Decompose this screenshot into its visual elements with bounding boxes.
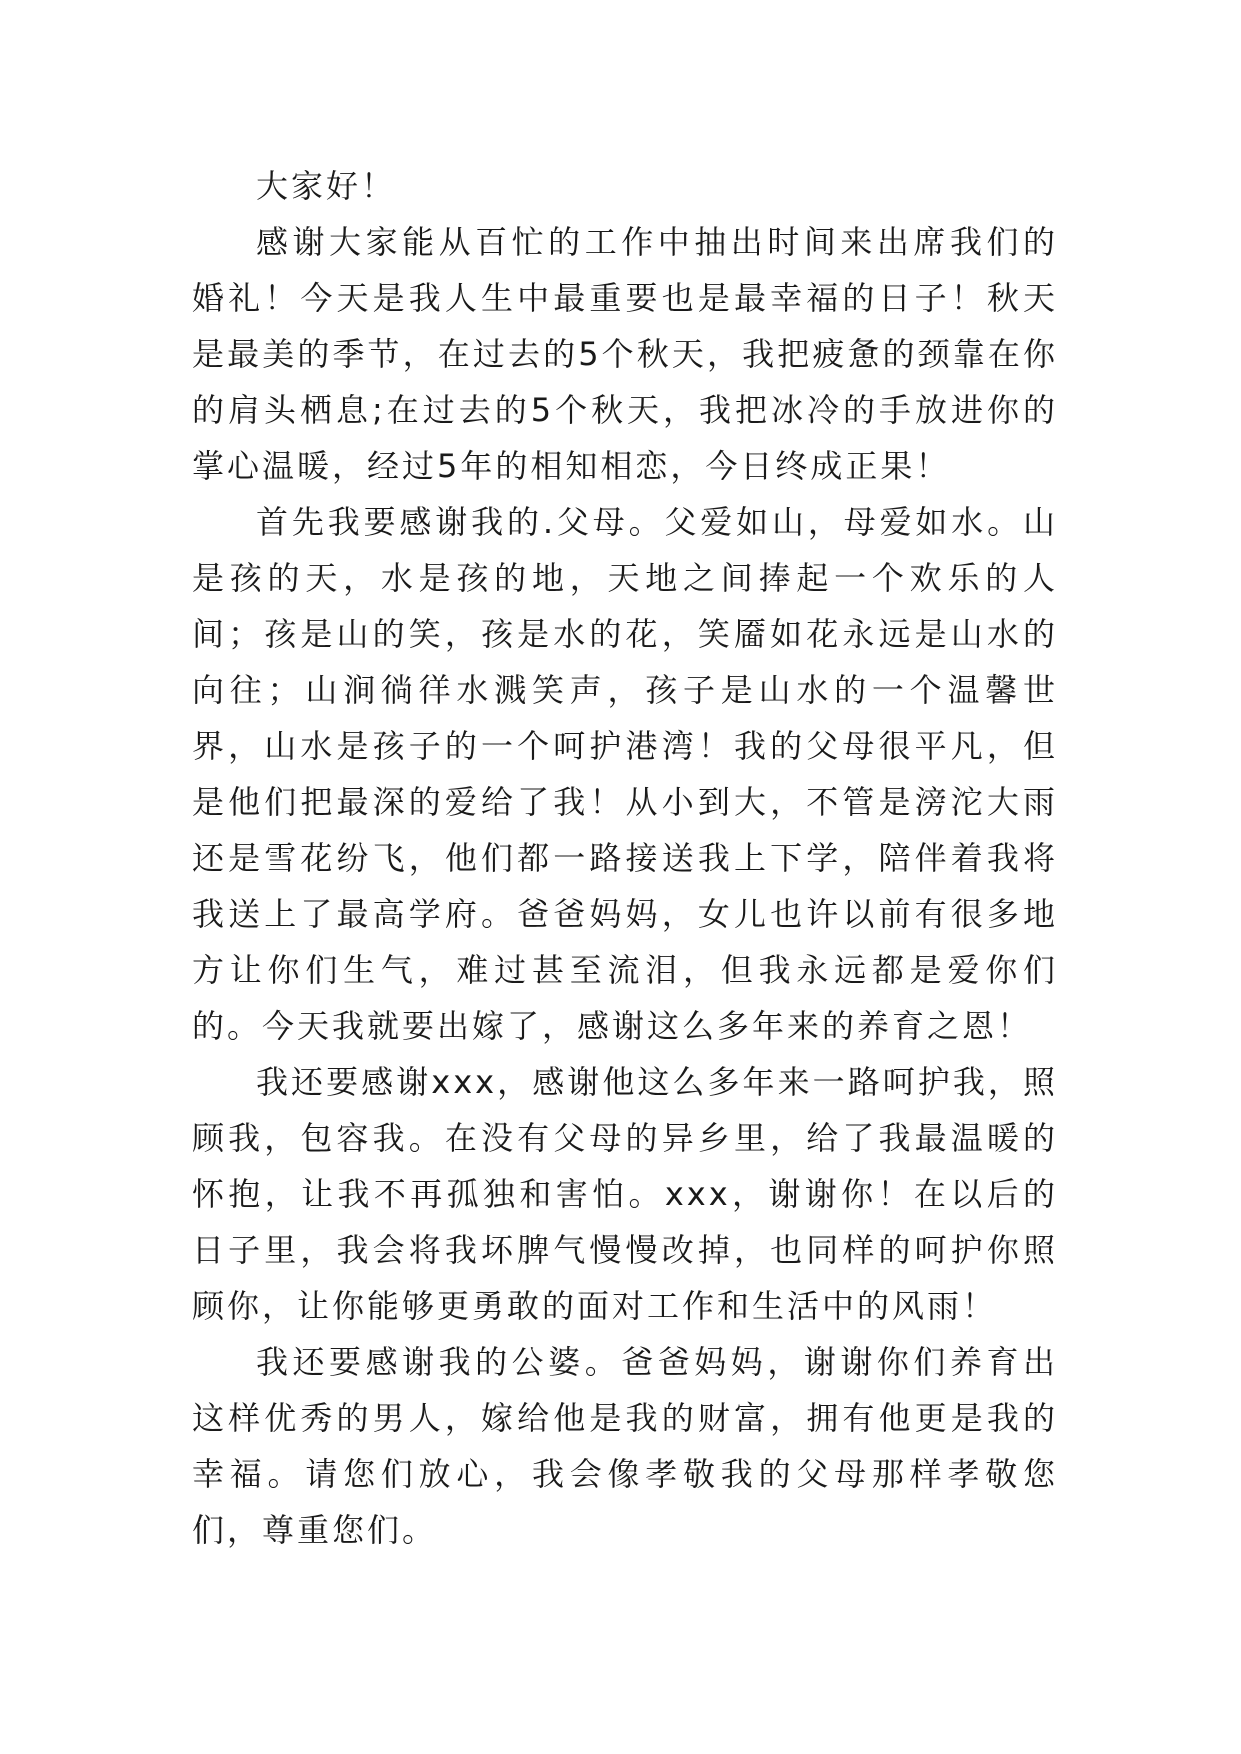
paragraph-greeting: 大家好！ [256,167,397,205]
document-body [192,158,1058,1558]
paragraph-thanks-groom: 我还要感谢xxx，感谢他这么多年来一路呵护我，照顾我，包容我。在没有父母的异乡里，给了我最温暖的怀抱，让我不再孤独和害怕。xxx，谢谢你！在以后的日子里，我会将我坏脾气慢慢改掉，也同样的呵护你照顾你，让你能够更勇敢的面对工作和生活中的风雨！ [192,1063,1058,1325]
paragraph-thanks-parents: 首先我要感谢我的.父母。父爱如山，母爱如水。山是孩的天，水是孩的地，天地之间捧起一个欢乐的人间；孩是山的笑，孩是水的花，笑靥如花永远是山水的向往；山涧徜徉水溅笑声，孩子是山水的一个温馨世界，山水是孩子的一个呵护港湾！我的父母很平凡，但是他们把最深的爱给了我！从小到大，不管是滂沱大雨还是雪花纷飞，他们都一路接送我上下学，陪伴着我将我送上了最高学府。爸爸妈妈，女儿也许以前有很多地方让你们生气，难过甚至流泪，但我永远都是爱你们的。今天我就要出嫁了，感谢这么多年来的养育之恩！ [192,503,1058,1045]
paragraph-thanks-in-laws: 我还要感谢我的公婆。爸爸妈妈，谢谢你们养育出这样优秀的男人，嫁给他是我的财富，拥有他更是我的幸福。请您们放心，我会像孝敬我的父母那样孝敬您们，尊重您们。 [192,1343,1058,1549]
paragraph-thanks-guests: 感谢大家能从百忙的工作中抽出时间来出席我们的婚礼！今天是我人生中最重要也是最幸福的日子！秋天是最美的季节，在过去的5个秋天，我把疲惫的颈靠在你的肩头栖息;在过去的5个秋天，我把冰冷的手放进你的掌心温暖，经过5年的相知相恋，今日终成正果！ [192,223,1058,485]
